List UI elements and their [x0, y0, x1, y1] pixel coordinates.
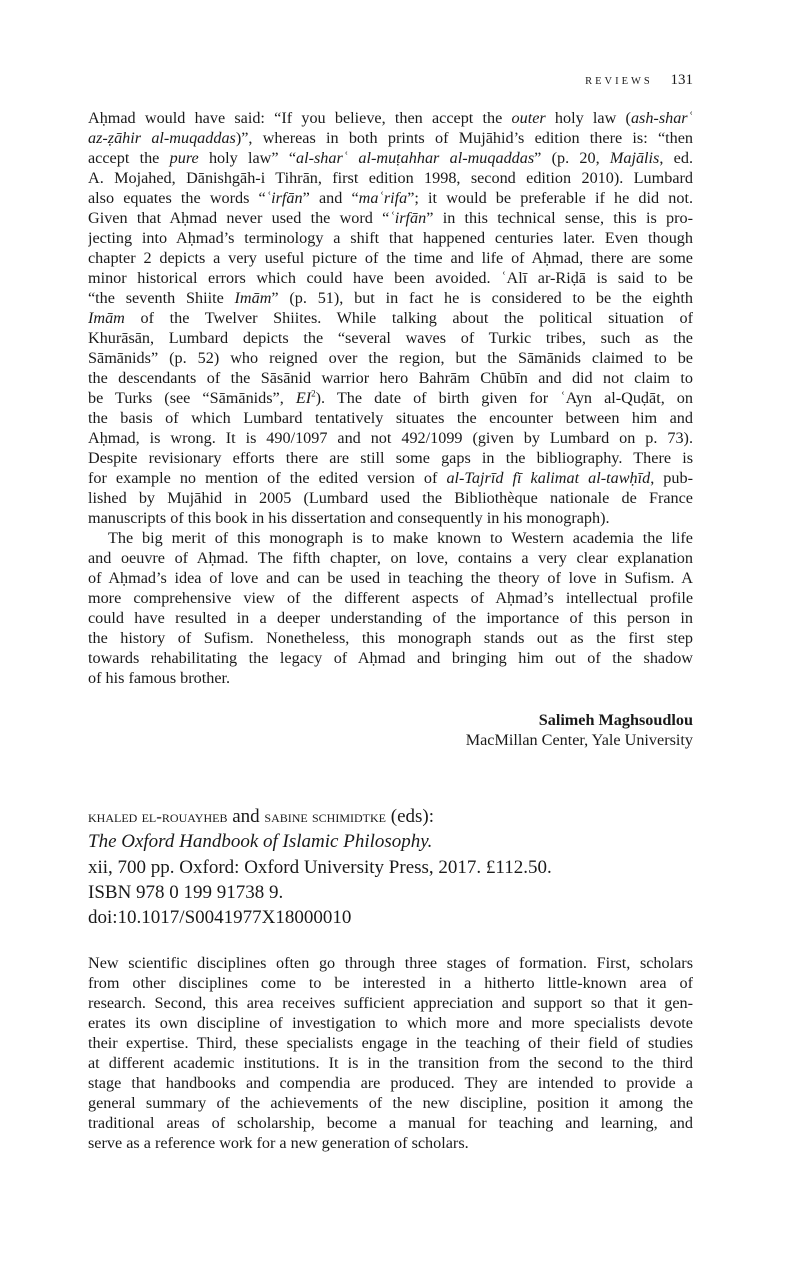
text-run: ”; it would be preferable if he did not. — [407, 189, 693, 207]
text-run: could have resulted in a deeper understanding of the importance of this person in — [88, 609, 693, 627]
text-run: and oeuvre of Aḥmad. The fifth chapter, on love, contains a very clear explanation — [88, 549, 693, 567]
text-run: research. Second, this area receives sufficient appreciation and support so that it gen- — [88, 994, 693, 1012]
text-run: for example no mention of the edited version of — [88, 469, 447, 487]
editor-name: khaled el-rouayheb — [88, 807, 228, 826]
text-run: holy law” “ — [198, 149, 296, 167]
text-run: more comprehensive view of the different aspects of Aḥmad’s intellectual profile — [88, 589, 693, 607]
text-run: A. Mojahed, Dānishgāh-i Tihrān, first edition 1998, second edition 2010). Lumbard — [88, 169, 693, 187]
text-run: ” in this technical sense, this is pro- — [426, 209, 693, 227]
text-line — [88, 628, 693, 648]
running-head — [585, 72, 693, 89]
text-run: Aḥmad would have said: “If you believe, then accept the — [88, 109, 512, 127]
text-line — [88, 408, 693, 428]
book-title: The Oxford Handbook of Islamic Philosophy. — [88, 831, 433, 853]
text-run: the basis of which Lumbard tentatively situates the encounter between him and — [88, 409, 693, 427]
italic-run: ʿirfān — [389, 209, 427, 227]
text-line — [88, 488, 693, 508]
text-run: New scientific disciplines often go through three stages of formation. First, scholars — [88, 954, 693, 972]
text-line — [88, 528, 693, 548]
text-line — [88, 348, 693, 368]
text-line — [88, 548, 693, 568]
text-line — [88, 973, 693, 993]
text-run: ” (p. 51), but in fact he is considered to be the eighth — [271, 289, 693, 307]
book-citation — [88, 804, 552, 930]
page-number: 131 — [670, 72, 693, 88]
text-line — [88, 568, 693, 588]
text-run: Sāmānids” (p. 52) who reigned over the region, but the Sāmānids claimed to be — [88, 349, 693, 367]
text-run: ). The date of birth given for ʿAyn al-Quḍāt, on — [315, 389, 693, 407]
text-line — [88, 368, 693, 388]
text-line — [88, 108, 693, 128]
conjunction: and — [227, 806, 265, 827]
text-run: , ed. — [659, 149, 693, 167]
text-run: general summary of the achievements of the new discipline, position it among the — [88, 1094, 693, 1112]
book-editors — [88, 804, 552, 829]
text-run: erates its own discipline of investigation to which more and more specialists devote — [88, 1014, 693, 1032]
review-paragraph-1 — [88, 108, 693, 528]
text-run: chapter 2 depicts a very useful picture of the time and life of Aḥmad, there are some — [88, 249, 693, 267]
text-line — [88, 388, 693, 408]
text-run: also equates the words “ — [88, 189, 266, 207]
italic-run: outer — [511, 109, 546, 127]
text-run: The big merit of this monograph is to make known to Western academia the life — [108, 529, 693, 547]
text-line — [88, 508, 693, 528]
text-run: manuscripts of this book in his dissertation and consequently in his monograph). — [88, 509, 610, 527]
next-review-paragraph — [88, 953, 693, 1153]
text-run: at different academic institutions. It is in the transition from the second to the third — [88, 1054, 693, 1072]
editor-name: sabine schimidtke — [264, 807, 386, 826]
text-run: accept the — [88, 149, 170, 167]
text-run: traditional areas of scholarship, become a manual for teaching and learning, and — [88, 1114, 693, 1132]
text-run: their expertise. Third, these specialists engage in the teaching of their field of studies — [88, 1034, 693, 1052]
text-line — [88, 953, 693, 973]
doi: doi:10.1017/S0041977X18000010 — [88, 907, 352, 929]
text-run: Khurāsān, Lumbard depicts the “several waves of Turkic tribes, such as the — [88, 329, 693, 347]
text-run: stage that handbooks and compendia are produced. They are intended to provide a — [88, 1074, 693, 1092]
text-run: of his famous brother. — [88, 669, 231, 687]
text-run: ” (p. 20, — [534, 149, 610, 167]
text-line — [88, 128, 693, 148]
text-run: Despite revisionary efforts there are still some gaps in the bibliography. There is — [88, 449, 693, 467]
text-line — [88, 248, 693, 268]
text-run: holy law ( — [545, 109, 631, 127]
text-line — [88, 608, 693, 628]
text-run: “the seventh Shiite — [88, 289, 235, 307]
text-line — [88, 328, 693, 348]
superscript: 2 — [311, 388, 316, 399]
isbn: ISBN 978 0 199 91738 9. — [88, 881, 284, 903]
italic-run: maʿrifa — [358, 189, 408, 207]
text-line — [88, 1093, 693, 1113]
text-line — [88, 448, 693, 468]
text-run: ” and “ — [302, 189, 359, 207]
text-run: of Aḥmad’s idea of love and can be used in teaching the theory of love in Sufism. A — [88, 569, 693, 587]
text-line — [88, 993, 693, 1013]
text-run: towards rehabilitating the legacy of Aḥmad and bringing him out of the shadow — [88, 649, 693, 667]
text-run: )”, whereas in both prints of Mujāhid’s edition there is: “then — [235, 129, 693, 147]
publication-info: xii, 700 pp. Oxford: Oxford University Press, 2017. £112.50. — [88, 856, 552, 878]
text-run: lished by Mujāhid in 2005 (Lumbard used the Bibliothèque nationale de France — [88, 489, 693, 507]
text-line — [88, 668, 693, 688]
text-line — [88, 1013, 693, 1033]
text-line — [88, 288, 693, 308]
italic-run: EI — [295, 389, 312, 407]
reviewer-name: Salimeh Maghsoudlou — [538, 711, 693, 729]
text-line — [88, 268, 693, 288]
text-run: , pub- — [650, 469, 693, 487]
eds-label: (eds): — [386, 806, 435, 827]
italic-run: az-ẓāhir al-muqaddas — [88, 129, 236, 147]
text-line — [88, 188, 693, 208]
section-label: REVIEWS — [585, 76, 653, 87]
italic-run: al-Tajrīd fī kalimat al-tawḥīd — [446, 469, 651, 487]
text-run: from other disciplines come to be interested in a hitherto little-known area of — [88, 974, 693, 992]
text-run: Given that Aḥmad never used the word “ — [88, 209, 390, 227]
text-line — [88, 168, 693, 188]
text-run: serve as a reference work for a new generation of scholars. — [88, 1134, 469, 1152]
italic-run: Imām — [234, 289, 272, 307]
text-line — [88, 148, 693, 168]
text-line — [88, 648, 693, 668]
italic-run: ash-sharʿ — [630, 109, 693, 127]
italic-run: Majālis — [609, 149, 660, 167]
text-run: Aḥmad, is wrong. It is 490/1097 and not 492/1099 (given by Lumbard on p. 73). — [88, 429, 693, 447]
text-line — [88, 1073, 693, 1093]
text-line — [88, 1033, 693, 1053]
reviewer-affiliation: MacMillan Center, Yale University — [465, 731, 693, 749]
text-run: the history of Sufism. Nonetheless, this monograph stands out as the first step — [88, 629, 693, 647]
italic-run: ʿirfān — [265, 189, 303, 207]
text-line — [88, 228, 693, 248]
text-run: the descendants of the Sāsānid warrior hero Bahrām Chūbīn and did not claim to — [88, 369, 693, 387]
text-run: minor historical errors which could have been avoided. ʿAlī ar-Riḍā is said to be — [88, 269, 693, 287]
italic-run: pure — [169, 149, 199, 167]
italic-run: al-sharʿ al-muṭahhar al-muqaddas — [296, 149, 535, 167]
text-line — [88, 468, 693, 488]
text-line — [88, 428, 693, 448]
text-line — [88, 1053, 693, 1073]
text-line — [88, 308, 693, 328]
text-run: be Turks (see “Sāmānids”, — [88, 389, 296, 407]
italic-run: Imām — [88, 309, 125, 327]
text-run: of the Twelver Shiites. While talking about the political situation of — [124, 309, 693, 327]
text-line — [88, 1113, 693, 1133]
review-paragraph-2 — [88, 528, 693, 688]
text-line — [88, 1133, 693, 1153]
text-run: jecting into Aḥmad’s terminology a shift that happened centuries later. Even though — [88, 229, 693, 247]
text-line — [88, 208, 693, 228]
text-line — [88, 588, 693, 608]
